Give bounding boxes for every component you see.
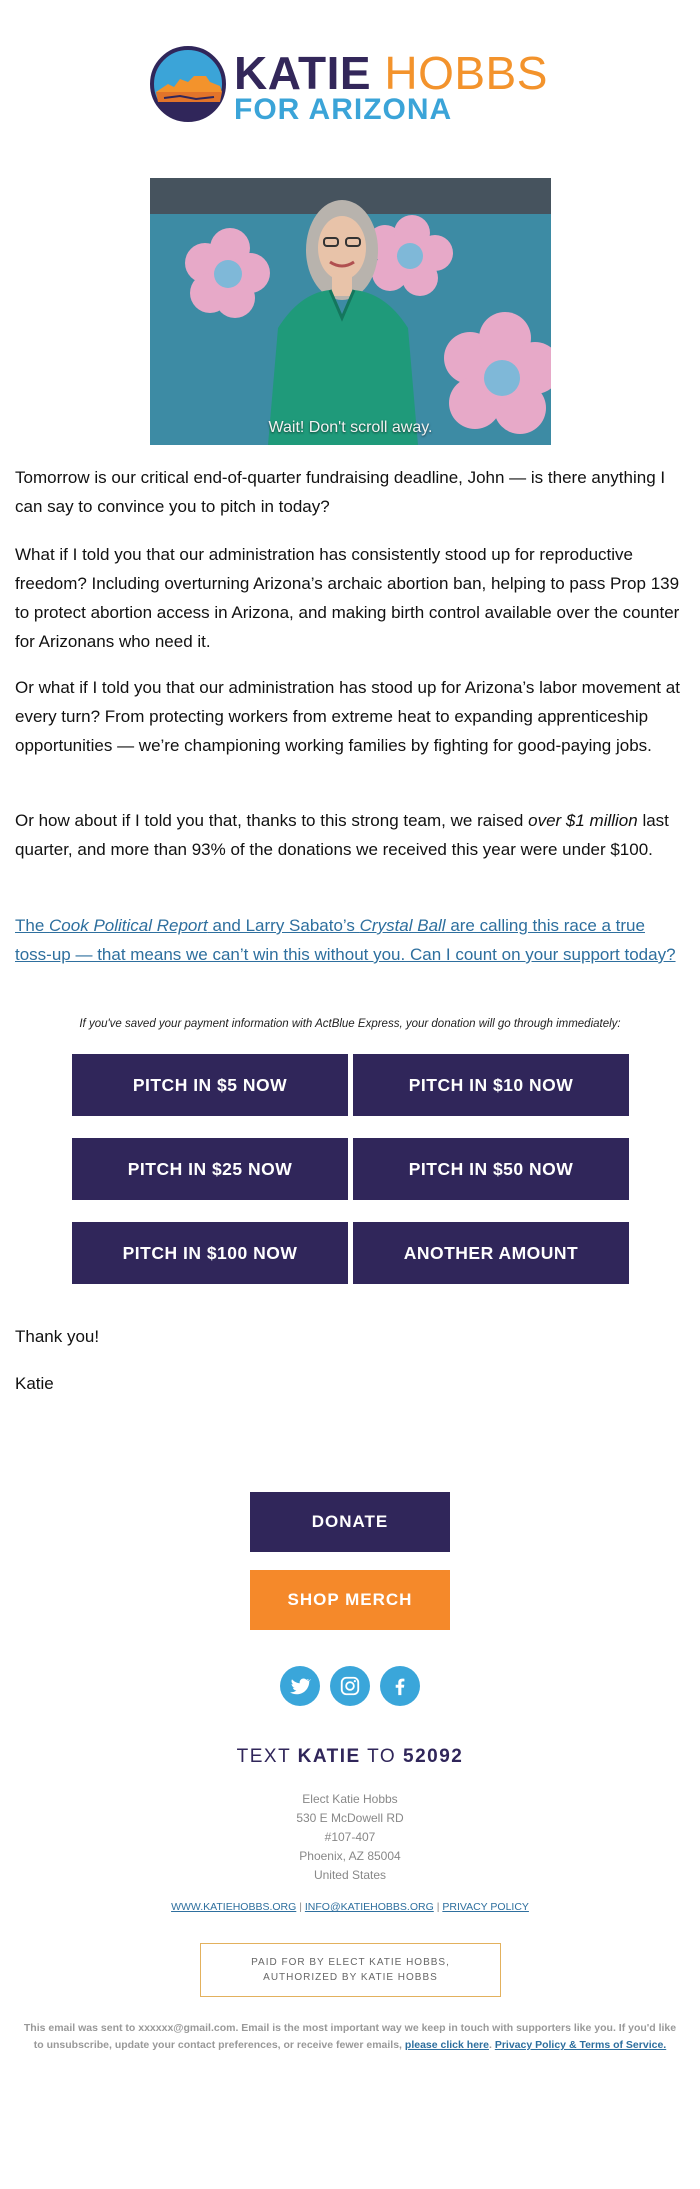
katie-hobbs-logo	[150, 46, 560, 126]
hero-illustration	[150, 178, 551, 445]
actblue-note: If you've saved your payment information with ActBlue Express, your donation will go through immediately:	[79, 1018, 621, 1030]
p5-mid: and Larry Sabato’s	[207, 916, 360, 935]
text-number: 52092	[403, 1746, 464, 1767]
footer-body: This email was sent to xxxxxx@gmail.com. Email is the most important way we keep in touch with supporters like you. If you'd like to unsubscribe, update your contact preferences, or receive fewer emails,	[23, 2022, 677, 2051]
mailing-address	[0, 1790, 700, 1885]
p5-ball: Crystal Ball	[359, 916, 446, 935]
logo-first-name: KATIE	[234, 47, 372, 99]
shop-merch-button[interactable]: SHOP MERCH	[250, 1570, 450, 1630]
address-line-1: Elect Katie Hobbs	[302, 1792, 398, 1806]
link-separator: |	[436, 1901, 440, 1913]
instagram-icon[interactable]	[330, 1666, 370, 1706]
hero-caption: Wait! Don't scroll away.	[268, 419, 433, 436]
email-link[interactable]: INFO@KATIEHOBBS.ORG	[304, 1901, 434, 1913]
text-label: TEXT	[236, 1746, 291, 1767]
toss-up-link[interactable]	[15, 911, 685, 969]
paid-for-line-2: AUTHORIZED BY KATIE HOBBS	[263, 1972, 438, 1983]
thank-you-text: Thank you!	[15, 1327, 100, 1346]
p4-text-after: last quarter, and more than 93% of the donations we received this year were under $100.	[15, 811, 669, 859]
website-link[interactable]: WWW.KATIEHOBBS.ORG	[171, 1901, 297, 1913]
flower-left	[185, 228, 270, 318]
logo-last-name: HOBBS	[384, 47, 548, 99]
footer-unsubscribe-text	[20, 2020, 680, 2054]
pitch-in-10-button[interactable]: PITCH IN $10 NOW	[353, 1054, 629, 1116]
footer-links	[0, 1901, 700, 1913]
twitter-icon[interactable]	[280, 1666, 320, 1706]
pitch-in-50-button[interactable]: PITCH IN $50 NOW	[353, 1138, 629, 1200]
privacy-policy-link[interactable]: PRIVACY POLICY	[442, 1901, 529, 1913]
p5-cook: Cook Political Report	[49, 916, 208, 935]
terms-link[interactable]: Privacy Policy & Terms of Service.	[494, 2039, 667, 2051]
flower-right-top	[367, 215, 453, 296]
signature-name: Katie	[15, 1374, 54, 1393]
paragraph-fundraising	[15, 806, 685, 864]
flower-right-bottom	[444, 312, 551, 434]
another-amount-button[interactable]: ANOTHER AMOUNT	[353, 1222, 629, 1284]
p5-rest: are calling this race a true toss-up — that means we can’t win this without you. Can I count on your support today?	[15, 916, 676, 964]
paid-for-line-1: PAID FOR BY ELECT KATIE HOBBS,	[251, 1957, 450, 1968]
text-keyword: KATIE	[297, 1746, 361, 1767]
pitch-in-5-button[interactable]: PITCH IN $5 NOW	[72, 1054, 348, 1116]
logo-tagline: FOR ARIZONA	[234, 93, 453, 126]
address-line-2: 530 E McDowell RD	[296, 1811, 404, 1825]
text-to: TO	[367, 1746, 397, 1767]
footer-dot: .	[488, 2039, 492, 2051]
paragraph-labor: Or what if I told you that our administration has stood up for Arizona’s labor movement at every turn? From protecting workers from extreme heat to expanding apprenticeship opportunities — we’re championing working families by fighting for good-paying jobs.	[15, 678, 680, 755]
paid-for-disclaimer	[200, 1943, 501, 1997]
p5-the: The	[15, 916, 50, 935]
pitch-in-25-button[interactable]: PITCH IN $25 NOW	[72, 1138, 348, 1200]
donate-button[interactable]: DONATE	[250, 1492, 450, 1552]
paragraph-reproductive-freedom: What if I told you that our administration has consistently stood up for reproductive freedom? Including overturning Arizona’s archaic abortion ban, helping to pass Prop 139 to protect abortion access in Arizona, and making birth control available over the counter for Arizonans who need it.	[15, 545, 680, 651]
link-separator: |	[299, 1901, 302, 1913]
unsubscribe-link[interactable]: please click here	[404, 2039, 489, 2051]
address-line-5: United States	[313, 1868, 387, 1882]
arizona-landscape-logo-icon	[150, 46, 226, 122]
address-line-3: #107-407	[324, 1830, 376, 1844]
logo-name	[234, 48, 548, 98]
facebook-icon[interactable]	[380, 1666, 420, 1706]
text-to-join	[0, 1746, 700, 1768]
paragraph-deadline: Tomorrow is our critical end-of-quarter fundraising deadline, John — is there anything I can say to convince you to pitch in today?	[15, 468, 666, 516]
p4-text-before: Or how about if I told you that, thanks to this strong team, we raised	[15, 811, 529, 830]
p4-italic: over $1 million	[528, 811, 638, 830]
address-line-4: Phoenix, AZ 85004	[299, 1849, 401, 1863]
pitch-in-100-button[interactable]: PITCH IN $100 NOW	[72, 1222, 348, 1284]
hero-video-thumbnail[interactable]	[150, 178, 551, 445]
